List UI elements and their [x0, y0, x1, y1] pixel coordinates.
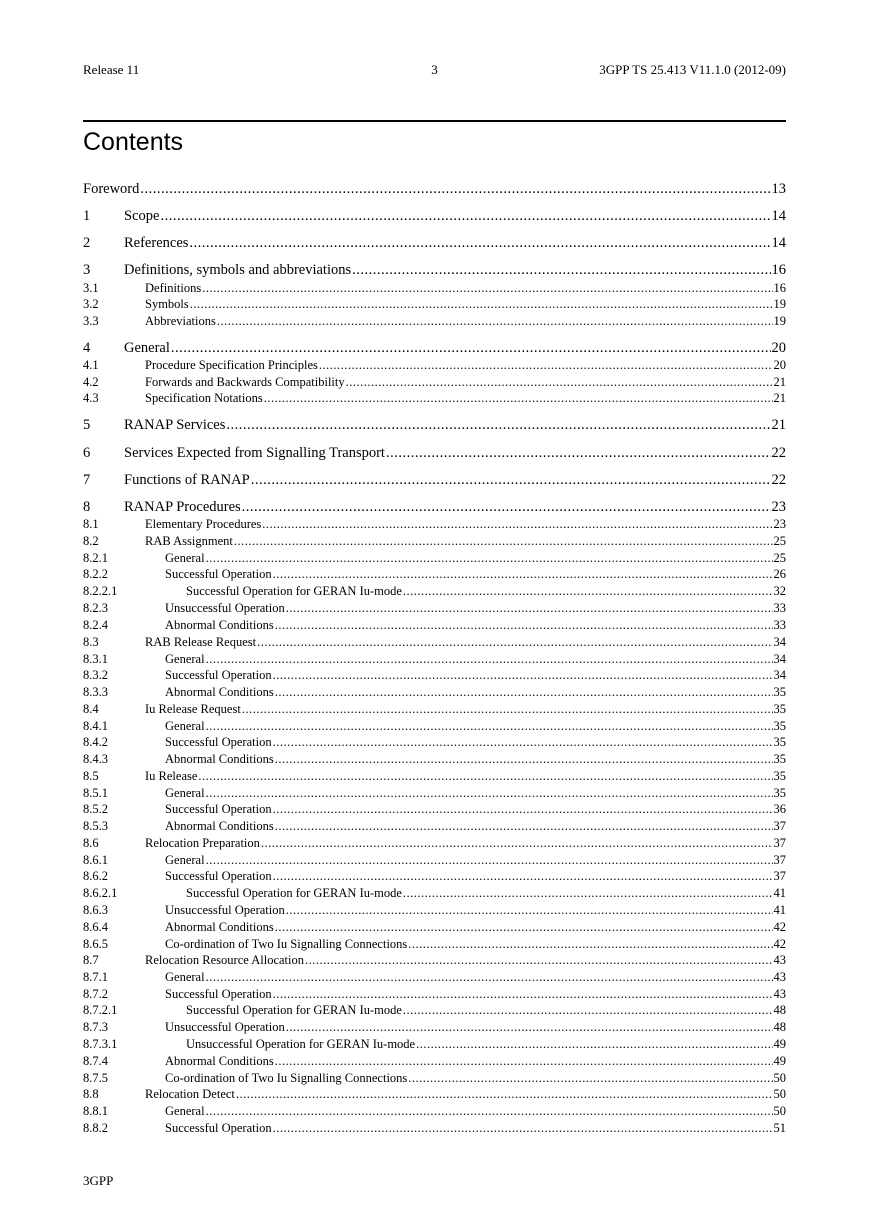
- release-label: Release 11: [83, 62, 140, 77]
- toc-entry[interactable]: [83, 702, 786, 717]
- toc-entry-page: 48: [773, 1020, 786, 1034]
- toc-entry-number: 3.1: [83, 281, 99, 295]
- toc-entry[interactable]: [83, 499, 786, 516]
- toc-dot-leader: [275, 685, 773, 700]
- toc-entry-title: Unsuccessful Operation: [165, 1020, 285, 1034]
- toc-entry-number: 8.1: [83, 517, 99, 531]
- toc-entry-number: 8.7: [83, 953, 99, 967]
- toc-entry[interactable]: [83, 417, 786, 434]
- toc-entry[interactable]: [83, 1037, 786, 1052]
- toc-entry[interactable]: [83, 445, 786, 462]
- toc-entry-page: 33: [773, 618, 786, 632]
- toc-entry[interactable]: [83, 853, 786, 868]
- toc-entry-page: 26: [773, 567, 786, 581]
- toc-entry-page: 49: [773, 1037, 786, 1051]
- toc-dot-leader: [403, 886, 773, 901]
- toc-dot-leader: [273, 735, 773, 750]
- toc-entry[interactable]: [83, 1087, 786, 1102]
- toc-entry-title: Abnormal Conditions: [165, 1054, 274, 1068]
- toc-entry-page: 34: [773, 635, 786, 649]
- toc-entry-title: Abnormal Conditions: [165, 920, 274, 934]
- toc-entry-number: 8.6.1: [83, 853, 108, 867]
- toc-entry[interactable]: [83, 181, 786, 198]
- toc-entry[interactable]: [83, 886, 786, 901]
- toc-entry-title: Iu Release: [145, 769, 198, 783]
- toc-entry-title: Procedure Specification Principles: [145, 358, 318, 372]
- toc-entry-title: Iu Release Request: [145, 702, 241, 716]
- toc-dot-leader: [206, 1104, 773, 1119]
- toc-entry-number: 8.4: [83, 702, 99, 716]
- toc-dot-leader: [286, 903, 773, 918]
- toc-entry-number: 3.2: [83, 297, 99, 311]
- toc-entry[interactable]: [83, 668, 786, 683]
- toc-entry-page: 37: [773, 836, 786, 850]
- toc-entry[interactable]: [83, 358, 786, 373]
- toc-dot-leader: [206, 551, 773, 566]
- toc-entry-number: 2: [83, 235, 91, 251]
- toc-entry-number: 8.7.3: [83, 1020, 108, 1034]
- page-title: Contents: [83, 128, 184, 156]
- toc-entry-title: Symbols: [145, 297, 189, 311]
- toc-entry-title: Successful Operation: [165, 1121, 272, 1135]
- toc-entry-page: 48: [773, 1003, 786, 1017]
- toc-entry[interactable]: [83, 375, 786, 390]
- toc-entry-title: Successful Operation for GERAN Iu-mode: [186, 886, 402, 900]
- toc-dot-leader: [236, 1087, 773, 1102]
- toc-dot-leader: [416, 1037, 772, 1052]
- toc-entry[interactable]: [83, 769, 786, 784]
- toc-dot-leader: [242, 499, 771, 516]
- toc-dot-leader: [160, 208, 770, 225]
- toc-entry-page: 23: [771, 499, 786, 515]
- toc-entry-title: Successful Operation for GERAN Iu-mode: [186, 584, 402, 598]
- toc-entry-title: General: [165, 786, 205, 800]
- toc-entry-page: 25: [773, 551, 786, 565]
- toc-entry-page: 16: [771, 262, 786, 278]
- toc-entry-title: Abnormal Conditions: [165, 685, 274, 699]
- toc-entry-title: Abnormal Conditions: [165, 618, 274, 632]
- toc-entry-number: 6: [83, 445, 91, 461]
- toc-dot-leader: [273, 802, 773, 817]
- toc-entry-title: Unsuccessful Operation: [165, 601, 285, 615]
- toc-entry-number: 4.2: [83, 375, 99, 389]
- toc-entry-title: Abnormal Conditions: [165, 752, 274, 766]
- toc-entry-number: 3: [83, 262, 91, 278]
- toc-entry-number: 1: [83, 208, 91, 224]
- toc-entry-number: 8.4.3: [83, 752, 108, 766]
- toc-entry-number: 8.8: [83, 1087, 99, 1101]
- toc-entry-page: 35: [773, 769, 786, 783]
- toc-entry[interactable]: [83, 752, 786, 767]
- toc-entry-number: 8.3.3: [83, 685, 108, 699]
- toc-entry[interactable]: [83, 391, 786, 406]
- toc-entry-title: References: [124, 235, 189, 251]
- toc-entry[interactable]: [83, 1003, 786, 1018]
- toc-dot-leader: [403, 584, 773, 599]
- page-footer: 3GPP: [83, 1173, 114, 1188]
- toc-entry-title: Relocation Detect: [145, 1087, 235, 1101]
- toc-dot-leader: [319, 358, 773, 373]
- toc-entry-number: 8: [83, 499, 91, 515]
- toc-entry-title: Successful Operation: [165, 735, 272, 749]
- toc-entry-page: 21: [771, 417, 786, 433]
- toc-entry-page: 21: [773, 391, 786, 405]
- toc-entry-number: 8.7.1: [83, 970, 108, 984]
- toc-entry-number: 8.7.4: [83, 1054, 108, 1068]
- toc-entry-number: 8.6.2: [83, 869, 108, 883]
- toc-entry[interactable]: [83, 534, 786, 549]
- toc-dot-leader: [190, 297, 773, 312]
- toc-entry[interactable]: [83, 297, 786, 312]
- toc-dot-leader: [273, 1121, 773, 1136]
- toc-entry[interactable]: [83, 1104, 786, 1119]
- toc-entry-page: 25: [773, 534, 786, 548]
- toc-entry-number: 8.2.4: [83, 618, 108, 632]
- toc-entry-number: 8.7.2: [83, 987, 108, 1001]
- toc-entry[interactable]: [83, 719, 786, 734]
- toc-entry[interactable]: [83, 652, 786, 667]
- toc-entry-page: 13: [771, 181, 786, 197]
- toc-dot-leader: [171, 340, 771, 357]
- toc-entry-number: 8.5: [83, 769, 99, 783]
- toc-dot-leader: [346, 375, 773, 390]
- toc-entry-page: 16: [773, 281, 786, 295]
- toc-dot-leader: [352, 262, 770, 279]
- toc-entry-title: Specification Notations: [145, 391, 263, 405]
- toc-entry-number: 8.5.2: [83, 802, 108, 816]
- toc-entry-number: 4.3: [83, 391, 99, 405]
- toc-entry-title: Unsuccessful Operation: [165, 903, 285, 917]
- toc-dot-leader: [242, 702, 773, 717]
- toc-dot-leader: [234, 534, 773, 549]
- toc-entry-number: 8.8.2: [83, 1121, 108, 1135]
- toc-entry-page: 22: [771, 472, 786, 488]
- toc-dot-leader: [275, 752, 773, 767]
- toc-entry[interactable]: [83, 920, 786, 935]
- toc-entry-page: 37: [773, 869, 786, 883]
- toc-entry-number: 8.7.5: [83, 1071, 108, 1085]
- toc-dot-leader: [408, 937, 772, 952]
- toc-dot-leader: [286, 1020, 773, 1035]
- toc-dot-leader: [264, 391, 773, 406]
- toc-entry-page: 35: [773, 752, 786, 766]
- toc-dot-leader: [198, 769, 772, 784]
- toc-entry-page: 41: [773, 903, 786, 917]
- toc-entry-title: Successful Operation: [165, 869, 272, 883]
- toc-entry[interactable]: [83, 472, 786, 489]
- toc-entry[interactable]: [83, 517, 786, 532]
- toc-entry-page: 14: [771, 208, 786, 224]
- toc-dot-leader: [251, 472, 771, 489]
- toc-dot-leader: [273, 567, 773, 582]
- toc-dot-leader: [286, 601, 773, 616]
- toc-entry[interactable]: [83, 584, 786, 599]
- toc-entry-title: Functions of RANAP: [124, 472, 250, 488]
- toc-entry-number: 8.6.4: [83, 920, 108, 934]
- toc-entry-number: 8.2.2.1: [83, 584, 118, 598]
- toc-dot-leader: [386, 445, 771, 462]
- toc-entry-title: Successful Operation: [165, 668, 272, 682]
- toc-entry-title: Scope: [124, 208, 160, 224]
- toc-entry[interactable]: [83, 903, 786, 918]
- toc-entry[interactable]: [83, 836, 786, 851]
- toc-entry-number: 8.8.1: [83, 1104, 108, 1118]
- toc-entry-number: 8.7.3.1: [83, 1037, 118, 1051]
- toc-entry[interactable]: [83, 987, 786, 1002]
- toc-entry-title: Successful Operation: [165, 567, 272, 581]
- toc-entry-page: 42: [773, 937, 786, 951]
- toc-entry-title: Forwards and Backwards Compatibility: [145, 375, 345, 389]
- toc-entry[interactable]: [83, 567, 786, 582]
- toc-entry-title: General: [165, 1104, 205, 1118]
- toc-entry-number: 8.4.2: [83, 735, 108, 749]
- toc-entry-title: General: [165, 652, 205, 666]
- toc-entry[interactable]: [83, 281, 786, 296]
- toc-entry-page: 50: [773, 1071, 786, 1085]
- toc-dot-leader: [206, 853, 773, 868]
- toc-entry-title: RAB Assignment: [145, 534, 233, 548]
- toc-entry-title: Definitions, symbols and abbreviations: [124, 262, 352, 278]
- toc-entry-title: General: [124, 340, 170, 356]
- toc-entry-page: 50: [773, 1087, 786, 1101]
- toc-entry-page: 35: [773, 685, 786, 699]
- toc-entry[interactable]: [83, 970, 786, 985]
- toc-entry-page: 43: [773, 987, 786, 1001]
- toc-entry[interactable]: [83, 802, 786, 817]
- toc-entry[interactable]: [83, 262, 786, 279]
- toc-entry[interactable]: [83, 1020, 786, 1035]
- toc-entry-page: 19: [773, 297, 786, 311]
- toc-dot-leader: [403, 1003, 773, 1018]
- toc-entry-page: 21: [773, 375, 786, 389]
- toc-entry-number: 8.3.1: [83, 652, 108, 666]
- toc-dot-leader: [273, 987, 773, 1002]
- toc-entry-title: Successful Operation: [165, 802, 272, 816]
- toc-entry[interactable]: [83, 1121, 786, 1136]
- toc-dot-leader: [273, 869, 773, 884]
- toc-entry[interactable]: [83, 1054, 786, 1069]
- toc-entry-title: Elementary Procedures: [145, 517, 262, 531]
- toc-entry-title: General: [165, 551, 205, 565]
- toc-entry-title: General: [165, 719, 205, 733]
- toc-entry-number: 8.6.5: [83, 937, 108, 951]
- toc-entry[interactable]: [83, 953, 786, 968]
- toc-entry-number: 8.4.1: [83, 719, 108, 733]
- toc-entry-number: 4: [83, 340, 91, 356]
- toc-entry-title: Relocation Resource Allocation: [145, 953, 304, 967]
- toc-entry-page: 49: [773, 1054, 786, 1068]
- toc-entry-title: Abnormal Conditions: [165, 819, 274, 833]
- toc-entry-page: 37: [773, 853, 786, 867]
- toc-entry-page: 32: [773, 584, 786, 598]
- toc-dot-leader: [226, 417, 770, 434]
- toc-entry-number: 8.6.3: [83, 903, 108, 917]
- toc-entry-title: General: [165, 853, 205, 867]
- toc-entry-page: 35: [773, 786, 786, 800]
- toc-dot-leader: [206, 719, 773, 734]
- toc-dot-leader: [275, 819, 773, 834]
- toc-entry-page: 41: [773, 886, 786, 900]
- toc-entry-page: 43: [773, 970, 786, 984]
- toc-dot-leader: [217, 314, 773, 329]
- toc-entry-title: Successful Operation for GERAN Iu-mode: [186, 1003, 402, 1017]
- toc-entry-number: 8.5.3: [83, 819, 108, 833]
- toc-entry[interactable]: [83, 685, 786, 700]
- toc-entry-page: 19: [773, 314, 786, 328]
- page-number: 3: [431, 62, 438, 77]
- toc-entry-title: General: [165, 970, 205, 984]
- toc-entry-title: Foreword: [83, 181, 140, 197]
- toc-dot-leader: [140, 181, 770, 198]
- toc-entry-page: 43: [773, 953, 786, 967]
- toc-dot-leader: [206, 652, 773, 667]
- toc-dot-leader: [275, 920, 773, 935]
- toc-entry-page: 35: [773, 719, 786, 733]
- toc-entry-number: 4.1: [83, 358, 99, 372]
- toc-entry-title: Services Expected from Signalling Transport: [124, 445, 385, 461]
- toc-entry[interactable]: [83, 635, 786, 650]
- toc-dot-leader: [189, 235, 770, 252]
- toc-entry-number: 5: [83, 417, 91, 433]
- toc-entry-page: 37: [773, 819, 786, 833]
- toc-entry-number: 7: [83, 472, 91, 488]
- toc-entry[interactable]: [83, 340, 786, 357]
- toc-entry-title: Co-ordination of Two Iu Signalling Connections: [165, 1071, 408, 1085]
- toc-entry[interactable]: [83, 1071, 786, 1086]
- toc-entry[interactable]: [83, 551, 786, 566]
- toc-entry[interactable]: [83, 314, 786, 329]
- toc-entry-title: RANAP Procedures: [124, 499, 241, 515]
- toc-entry-title: RANAP Services: [124, 417, 226, 433]
- toc-dot-leader: [206, 786, 773, 801]
- toc-entry[interactable]: [83, 208, 786, 225]
- toc-dot-leader: [408, 1071, 772, 1086]
- toc-entry-number: 8.3: [83, 635, 99, 649]
- toc-entry-number: 8.2.1: [83, 551, 108, 565]
- toc-entry-number: 8.2.3: [83, 601, 108, 615]
- toc-entry-page: 20: [771, 340, 786, 356]
- toc-dot-leader: [273, 668, 773, 683]
- toc-entry[interactable]: [83, 735, 786, 750]
- toc-dot-leader: [305, 953, 773, 968]
- toc-entry-number: 8.6.2.1: [83, 886, 118, 900]
- toc-entry-page: 34: [773, 652, 786, 666]
- toc-dot-leader: [257, 635, 772, 650]
- toc-entry-number: 8.5.1: [83, 786, 108, 800]
- toc-entry-page: 14: [771, 235, 786, 251]
- toc-entry-page: 20: [773, 358, 786, 372]
- toc-entry[interactable]: [83, 235, 786, 252]
- toc-entry-title: Successful Operation: [165, 987, 272, 1001]
- toc-entry-page: 35: [773, 735, 786, 749]
- toc-dot-leader: [261, 836, 773, 851]
- toc-entry-title: Relocation Preparation: [145, 836, 260, 850]
- spec-identifier: 3GPP TS 25.413 V11.1.0 (2012-09): [599, 62, 786, 77]
- toc-entry-page: 33: [773, 601, 786, 615]
- toc-dot-leader: [262, 517, 772, 532]
- toc-entry-page: 42: [773, 920, 786, 934]
- toc-entry-title: Unsuccessful Operation for GERAN Iu-mode: [186, 1037, 416, 1051]
- toc-entry-title: RAB Release Request: [145, 635, 257, 649]
- toc-entry[interactable]: [83, 601, 786, 616]
- toc-dot-leader: [202, 281, 772, 296]
- toc-entry-page: 23: [773, 517, 786, 531]
- toc-entry-number: 8.2.2: [83, 567, 108, 581]
- toc-entry[interactable]: [83, 869, 786, 884]
- toc-entry[interactable]: [83, 819, 786, 834]
- toc-entry-page: 50: [773, 1104, 786, 1118]
- toc-entry-title: Definitions: [145, 281, 202, 295]
- toc-entry-number: 8.7.2.1: [83, 1003, 118, 1017]
- toc-entry-page: 34: [773, 668, 786, 682]
- toc-dot-leader: [206, 970, 773, 985]
- toc-entry-number: 8.3.2: [83, 668, 108, 682]
- toc-entry[interactable]: [83, 618, 786, 633]
- toc-entry[interactable]: [83, 786, 786, 801]
- toc-entry-page: 22: [771, 445, 786, 461]
- toc-entry[interactable]: [83, 937, 786, 952]
- toc-entry-number: 8.2: [83, 534, 99, 548]
- toc-entry-number: 8.6: [83, 836, 99, 850]
- toc-entry-page: 36: [773, 802, 786, 816]
- toc-entry-page: 51: [773, 1121, 786, 1135]
- toc-entry-page: 35: [773, 702, 786, 716]
- toc-dot-leader: [275, 618, 773, 633]
- toc-entry-title: Abbreviations: [145, 314, 216, 328]
- toc-entry-number: 3.3: [83, 314, 99, 328]
- toc-dot-leader: [275, 1054, 773, 1069]
- toc-entry-title: Co-ordination of Two Iu Signalling Connections: [165, 937, 408, 951]
